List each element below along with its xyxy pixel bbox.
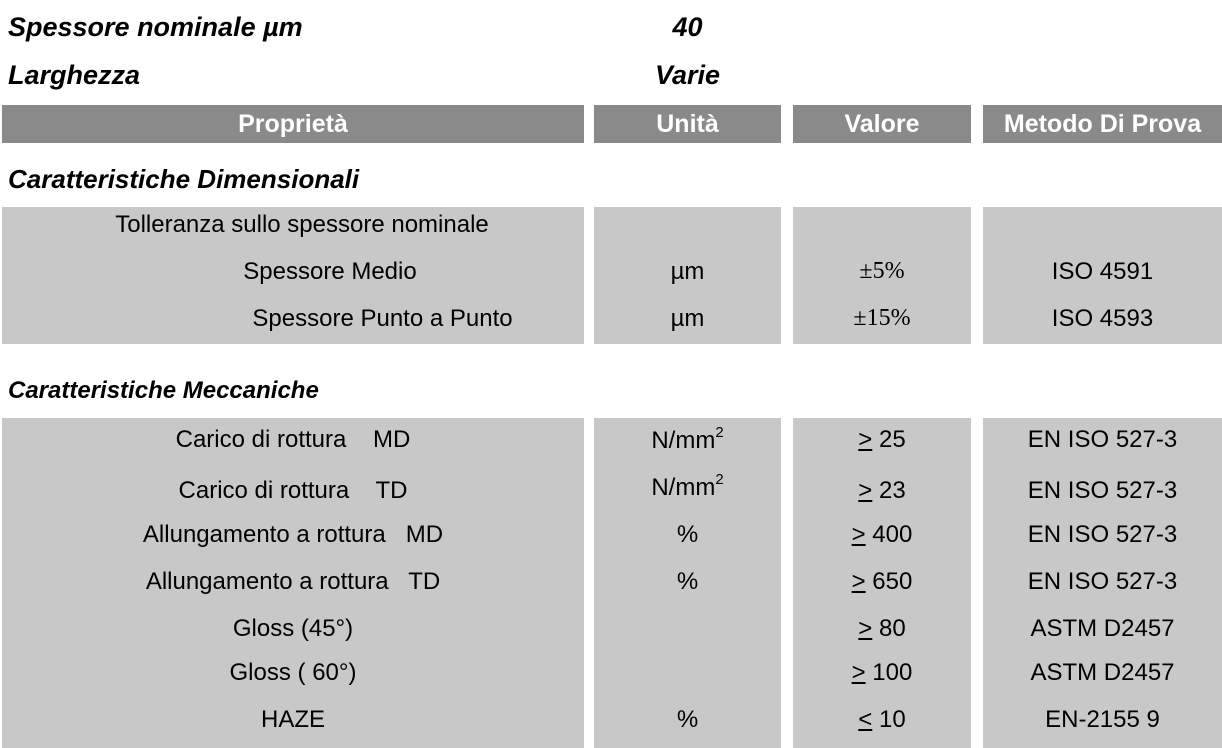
width-label: Larghezza xyxy=(8,60,141,90)
mechanical-row-7-value: < 10 xyxy=(858,706,906,733)
header-property: Proprietà xyxy=(2,105,584,143)
mechanical-row-2-value: > 23 xyxy=(858,477,906,504)
mechanical-row-6-value: > 100 xyxy=(851,659,913,686)
mechanical-row-6-method: ASTM D2457 xyxy=(1030,659,1175,686)
mechanical-row-1-property: Carico di rottura MD xyxy=(175,426,411,453)
dimensional-intro: Tolleranza sullo spessore nominale xyxy=(115,211,489,238)
mechanical-row-3-unit: % xyxy=(676,521,699,548)
mechanical-row-7-property: HAZE xyxy=(260,706,325,733)
mechanical-row-5-method: ASTM D2457 xyxy=(1030,615,1175,642)
header-unit: Unità xyxy=(594,105,781,143)
mechanical-row-7-unit: % xyxy=(676,706,699,733)
mechanical-row-1-value: > 25 xyxy=(858,426,906,453)
mechanical-row-6-property: Gloss ( 60°) xyxy=(229,659,357,686)
mechanical-row-4-method: EN ISO 527-3 xyxy=(1027,568,1178,595)
mechanical-row-4-value: > 650 xyxy=(851,568,913,595)
thickness-label: Spessore nominale µm xyxy=(8,12,303,42)
mechanical-row-7-method: EN-2155 9 xyxy=(1045,706,1160,733)
width-value: Varie xyxy=(654,60,721,90)
mechanical-row-5-value: > 80 xyxy=(858,615,906,642)
mechanical-row-3-property: Allungamento a rottura MD xyxy=(142,521,444,548)
dimensional-row-1-method: ISO 4591 xyxy=(1051,258,1154,285)
section-title-mechanical: Caratteristiche Meccaniche xyxy=(8,377,319,404)
dimensional-row-2-value: ±15% xyxy=(853,305,911,331)
mechanical-row-5-property: Gloss (45°) xyxy=(232,615,354,642)
mechanical-row-4-property: Allungamento a rottura TD xyxy=(145,568,441,595)
dimensional-row-1-property: Spessore Medio xyxy=(243,258,417,285)
section-title-dimensional: Caratteristiche Dimensionali xyxy=(8,164,360,194)
thickness-value: 40 xyxy=(672,12,703,42)
header-method: Metodo Di Prova xyxy=(983,105,1222,143)
mechanical-row-3-method: EN ISO 527-3 xyxy=(1027,521,1178,548)
dimensional-row-1-unit: µm xyxy=(670,258,705,285)
mechanical-row-3-value: > 400 xyxy=(851,521,913,548)
mechanical-row-2-method: EN ISO 527-3 xyxy=(1027,477,1178,504)
mechanical-row-1-unit: $N/mm^2$ xyxy=(651,424,724,454)
dimensional-row-1-value: ±5% xyxy=(859,258,905,284)
mechanical-row-2-property: Carico di rottura TD xyxy=(178,477,408,504)
mechanical-row-2-unit: $N/mm^2$ xyxy=(651,471,724,501)
mechanical-row-4-unit: % xyxy=(676,568,699,595)
mechanical-row-1-method: EN ISO 527-3 xyxy=(1027,426,1178,453)
header-value: Valore xyxy=(793,105,971,143)
dimensional-row-2-property: Spessore Punto a Punto xyxy=(252,305,513,332)
dimensional-row-2-method: ISO 4593 xyxy=(1051,305,1154,332)
dimensional-row-2-unit: µm xyxy=(670,305,705,332)
